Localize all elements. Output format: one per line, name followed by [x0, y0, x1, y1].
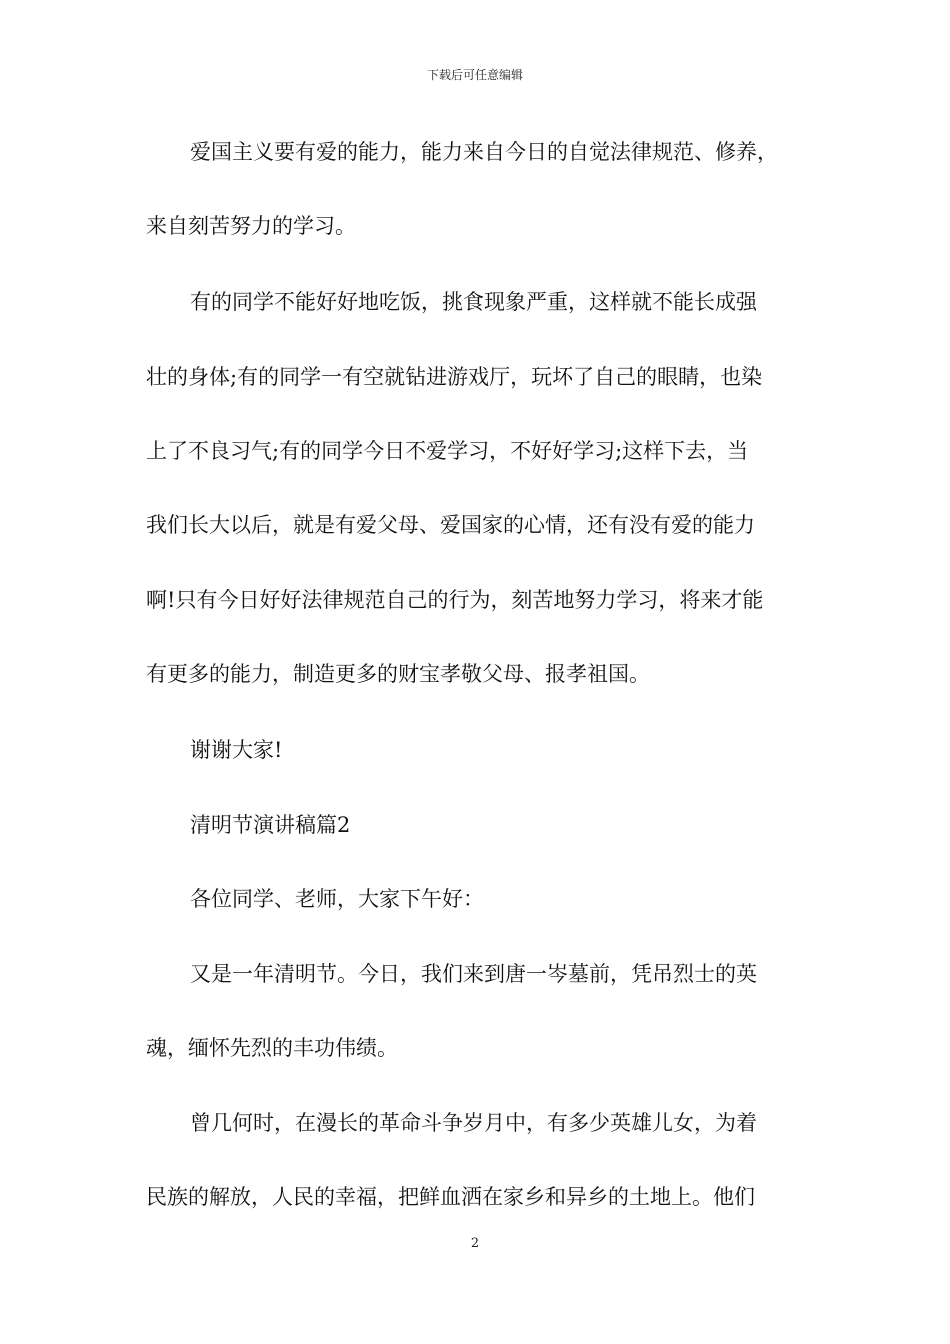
body-line: 啊!只有今日好好法律规范自己的行为，刻苦地努力学习，将来才能: [146, 588, 764, 612]
body-line: 爱国主义要有爱的能力，能力来自今日的自觉法律规范、修养，: [190, 140, 778, 164]
body-line: 民族的解放，人民的幸福，把鲜血洒在家乡和异乡的土地上。他们: [146, 1185, 755, 1209]
body-line: 又是一年清明节。今日，我们来到唐一岑墓前，凭吊烈士的英: [190, 962, 757, 986]
body-line: 有更多的能力，制造更多的财宝孝敬父母、报孝祖国。: [146, 662, 650, 686]
body-line: 来自刻苦努力的学习。: [146, 214, 356, 238]
page-number: 2: [470, 1236, 480, 1251]
body-line: 我们长大以后，就是有爱父母、爱国家的心情，还有没有爱的能力: [146, 513, 755, 537]
page-header: 下载后可任意编辑: [426, 68, 523, 82]
body-line: 壮的身体;有的同学一有空就钻进游戏厅，玩坏了自己的眼睛，也染: [146, 365, 763, 389]
body-line: 谢谢大家!: [190, 738, 283, 762]
body-line: 曾几何时，在漫长的革命斗争岁月中，有多少英雄儿女，为着: [190, 1111, 757, 1135]
body-line: 魂，缅怀先烈的丰功伟绩。: [146, 1036, 398, 1060]
section-title: 清明节演讲稿篇2: [190, 813, 351, 837]
body-line: 有的同学不能好好地吃饭，挑食现象严重，这样就不能长成强: [190, 290, 757, 314]
body-line: 各位同学、老师，大家下午好：: [190, 887, 484, 911]
body-line: 上了不良习气;有的同学今日不爱学习，不好好学习;这样下去，当: [146, 439, 749, 463]
